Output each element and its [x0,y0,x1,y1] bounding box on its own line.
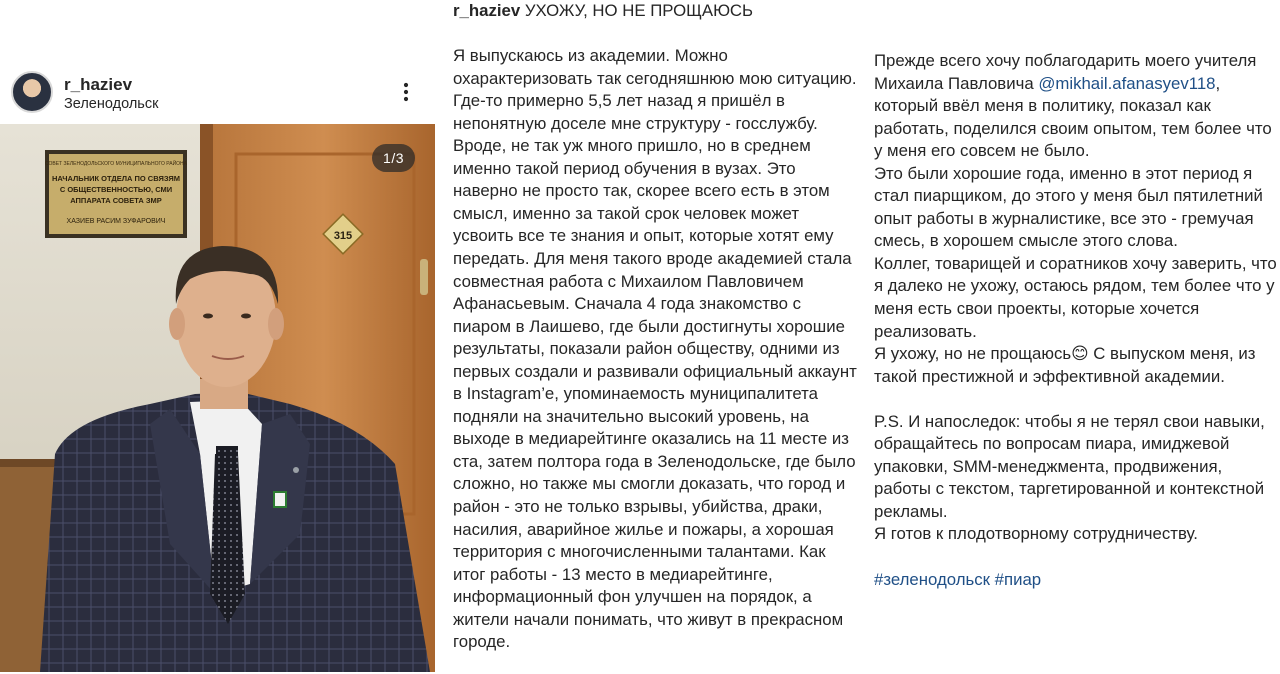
hashtag-link[interactable]: #зеленодольск [874,569,990,589]
office-sign [45,150,188,238]
svg-text:С ОБЩЕСТВЕННОСТЬЮ, СМИ: С ОБЩЕСТВЕННОСТЬЮ, СМИ [59,185,173,194]
username[interactable]: r_haziev [64,75,133,94]
photo-illustration [0,124,435,672]
caption-leaving: Я ухожу, но не прощаюсь😊 С выпуском меня, из такой престижной и эффективной академии. [874,344,1256,386]
caption-username[interactable]: r_haziev [453,1,521,20]
mention-link[interactable]: @mikhail.afanasyev118 [1038,73,1216,93]
svg-text:ХАЗИЕВ РАСИМ ЗУФАРОВИЧ: ХАЗИЕВ РАСИМ ЗУФАРОВИЧ [66,218,166,225]
hashtags [874,569,1280,592]
caption-title [453,0,858,23]
smile-emoji-icon: 😊 [1071,344,1089,364]
post-header [0,62,435,122]
hashtag-link[interactable]: #пиар [994,569,1042,589]
svg-text:СОВЕТ ЗЕЛЕНОДОЛЬСКОГО МУНИЦИПА: СОВЕТ ЗЕЛЕНОДОЛЬСКОГО МУНИЦИПАЛЬНОГО РАЙОНА [44,161,188,167]
caption-column-2 [874,50,1280,591]
caption-good-years: Это были хорошие года, именно в этот период я стал пиарщиком, до этого у меня был пятилетний опыт работы в журналистике, все это - гремучая смесь, в хорошем смысле этого слова. [874,163,1263,251]
caption-body-1: Я выпускаюсь из академии. Можно охарактеризовать так сегодняшнюю мою ситуацию. Где-то примерно 5,5 лет назад я пришёл в непонятную доселе мне структуру - госслужбу. Вроде, не так уж много пришло, но в среднем именно такой период обучения в вузах. Это наверно не просто так, скорее всего есть в этом смысл, именно за такой срок человек может усвоить все те знания и опыт, которые хотят ему передать. Для меня такого вроде академией стала совместная работа с Михаилом Павловичем Афанасьевым. Сначала 4 года знакомство с пиаром в Лаишево, где были достигнуты хорошие результаты, показали район обществу, одними из первых создали и развивали официальный аккаунт в Instagram’е, упоминаемость муниципалитета подняли на значительно высокий уровень, на выходе в медиарейтинге оказались на 11 месте из ста, затем полтора года в Зеленодольске, где было сложно, но также мы смогли доказать, что город и район - это не только взрывы, убийства, драки, насилия, аварийное жилье и пожары, а хорошая территория с многочисленными талантами. Как итог работы - 13 место в медиарейтинге, информационный фон улучшен на порядок, а жители начали понимать, что живут в прекрасном городе. [453,46,857,652]
svg-text:АППАРАТА СОВЕТА ЗМР: АППАРАТА СОВЕТА ЗМР [70,196,162,205]
more-vertical-icon[interactable] [394,80,418,104]
caption-column-1 [453,0,858,654]
caption-ready: Я готов к плодотворному сотрудничеству. [874,524,1198,544]
caption-ps: P.S. И напоследок: чтобы я не терял свои навыки, обращайтесь по вопросам пиара, имиджевой упаковки, SMM-менеджмента, продвижения, работы с текстом, таргетированной и контекстной рекламы. [874,411,1265,521]
post-panel [0,0,435,674]
location[interactable]: Зеленодольск [64,96,159,112]
svg-text:НАЧАЛЬНИК ОТДЕЛА ПО СВЯЗЯМ: НАЧАЛЬНИК ОТДЕЛА ПО СВЯЗЯМ [52,174,180,183]
door-number: 315 [333,230,353,242]
caption-colleagues: Коллег, товарищей и соратников хочу заверить, что я далеко не ухожу, остаюсь рядом, тем более что у меня есть свои проекты, которые хочется реализовать. [874,253,1277,341]
caption-thanks: Прежде всего хочу поблагодарить моего учителя Михаила Павловича @mikhail.afanasyev118, который ввёл меня в политику, показал как работать, поделился своим опытом, тем более что у меня его совсем не было. [874,51,1272,161]
avatar[interactable] [11,71,53,113]
image-counter: 1/3 [372,144,415,172]
caption-headline: УХОЖУ, НО НЕ ПРОЩАЮСЬ [520,1,754,20]
post-photo[interactable] [0,124,435,672]
